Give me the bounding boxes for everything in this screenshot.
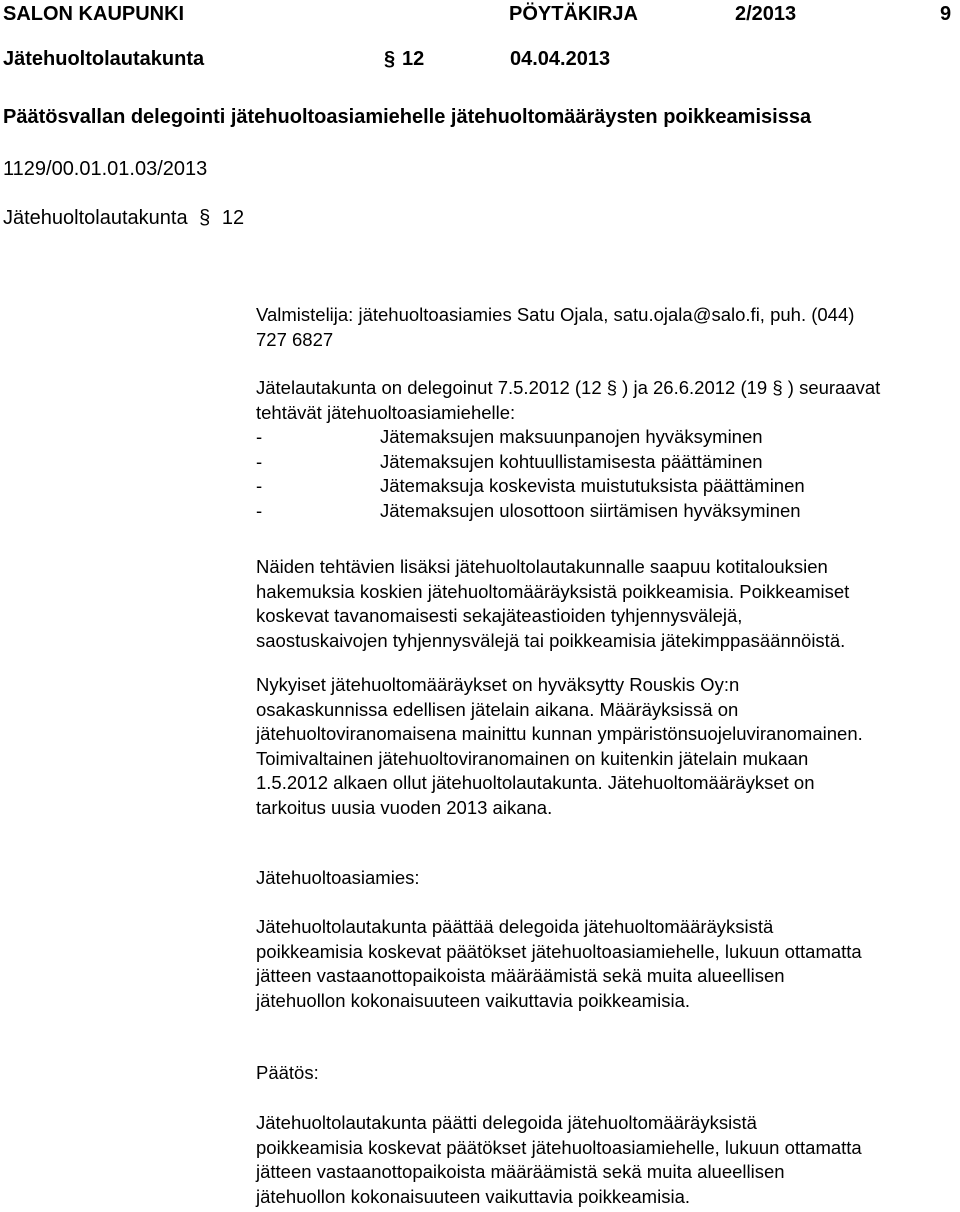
paragraph-line: Näiden tehtävien lisäksi jätehuoltolautakunnalle saapuu kotitalouksien — [256, 556, 828, 577]
page-title: Päätösvallan delegointi jätehuoltoasiamiehelle jätehuoltomääräysten poikkeamisissa — [3, 106, 812, 128]
delegation-list — [256, 425, 956, 523]
paragraph-line: jätehuoltoviranomaisena mainittu kunnan ympäristönsuojeluviranomainen. — [256, 723, 863, 744]
record-number: 1129/00.01.01.03/2013 — [3, 158, 208, 180]
document-type: PÖYTÄKIRJA — [509, 3, 638, 25]
decision-block — [256, 1111, 956, 1209]
regulations-paragraph — [256, 673, 956, 820]
paragraph-line: Toimivaltainen jätehuoltoviranomainen on kuitenkin jätelain mukaan — [256, 747, 809, 769]
proposal-line: Jätehuoltolautakunta päättää delegoida jätehuoltomääräyksistä — [256, 916, 774, 937]
decision-line: jätehuollon kokonaisuuteen vaikuttavia poikkeamisia. — [256, 1185, 690, 1207]
decision-heading-block — [256, 1061, 956, 1086]
preparer-line: 727 6827 — [256, 328, 334, 350]
list-item — [256, 499, 956, 524]
list-item — [256, 425, 956, 450]
paragraph-line: Nykyiset jätehuoltomääräykset on hyväksytty Rouskis Oy:n — [256, 674, 740, 695]
list-dash: - — [256, 450, 263, 472]
proposal-line: poikkeamisia koskevat päätökset jätehuoltoasiamiehelle, lukuun ottamatta — [256, 940, 862, 962]
delegation-line: tehtävät jätehuoltoasiamiehelle: — [256, 401, 516, 423]
decision-heading: Päätös: — [256, 1062, 319, 1083]
document-number: 2/2013 — [735, 3, 797, 25]
meeting-date: 04.04.2013 — [510, 48, 611, 70]
list-item-text: Jätemaksujen kohtuullistamisesta päättäminen — [380, 450, 763, 472]
paragraph-line: hakemuksia koskien jätehuoltomääräyksistä poikkeamisia. Poikkeamiset — [256, 580, 850, 602]
paragraph-line: saostuskaivojen tyhjennysvälejä tai poikkeamisia jätekimppasäännöistä. — [256, 629, 846, 651]
delegation-line: Jätelautakunta on delegoinut 7.5.2012 (12 § ) ja 26.6.2012 (19 § ) seuraavat — [256, 377, 881, 398]
list-item — [256, 474, 956, 499]
decision-line: poikkeamisia koskevat päätökset jätehuoltoasiamiehelle, lukuun ottamatta — [256, 1136, 862, 1158]
meeting-number: 12 — [402, 48, 425, 70]
paragraph-line: tarkoitus uusia vuoden 2013 aikana. — [256, 796, 553, 818]
tasks-paragraph — [256, 555, 956, 653]
list-item-text: Jätemaksuja koskevista muistutuksista päättäminen — [380, 475, 805, 496]
board-section-symbol: § — [199, 207, 211, 229]
list-dash: - — [256, 426, 263, 447]
paragraph-line: 1.5.2012 alkaen ollut jätehuoltolautakunta. Jätehuoltomääräykset on — [256, 772, 815, 793]
city-name: SALON KAUPUNKI — [3, 3, 185, 25]
proposal-line: jätteen vastaanottopaikoista määräämistä sekä muita alueellisen — [256, 965, 785, 986]
preparer-block — [256, 303, 956, 352]
proposal-block — [256, 915, 956, 1013]
paragraph-line: osakaskunnissa edellisen jätelain aikana. Määräyksissä on — [256, 698, 739, 720]
board-section — [3, 207, 244, 230]
decision-line: Jätehuoltolautakunta päätti delegoida jätehuoltomääräyksistä — [256, 1112, 757, 1133]
list-item-text: Jätemaksujen maksuunpanojen hyväksyminen — [380, 426, 763, 447]
proposal-heading-block — [256, 866, 956, 891]
decision-line: jätteen vastaanottopaikoista määräämistä sekä muita alueellisen — [256, 1161, 785, 1182]
paragraph-line: koskevat tavanomaisesti sekajäteastioiden tyhjennysvälejä, — [256, 605, 743, 626]
board-section-number: 12 — [221, 207, 245, 229]
list-dash: - — [256, 475, 263, 496]
board-section-name: Jätehuoltolautakunta — [3, 207, 188, 229]
section-symbol: § — [384, 48, 396, 70]
proposal-line: jätehuollon kokonaisuuteen vaikuttavia poikkeamisia. — [256, 989, 690, 1011]
preparer-line: Valmistelija: jätehuoltoasiamies Satu Ojala, satu.ojala@salo.fi, puh. (044) — [256, 304, 855, 325]
list-dash: - — [256, 499, 263, 521]
delegation-block — [256, 376, 956, 523]
list-item — [256, 450, 956, 475]
list-item-text: Jätemaksujen ulosottoon siirtämisen hyväksyminen — [380, 499, 801, 521]
page-number: 9 — [940, 3, 952, 25]
board-name: Jätehuoltolautakunta — [3, 48, 205, 70]
proposal-heading: Jätehuoltoasiamies: — [256, 867, 420, 888]
